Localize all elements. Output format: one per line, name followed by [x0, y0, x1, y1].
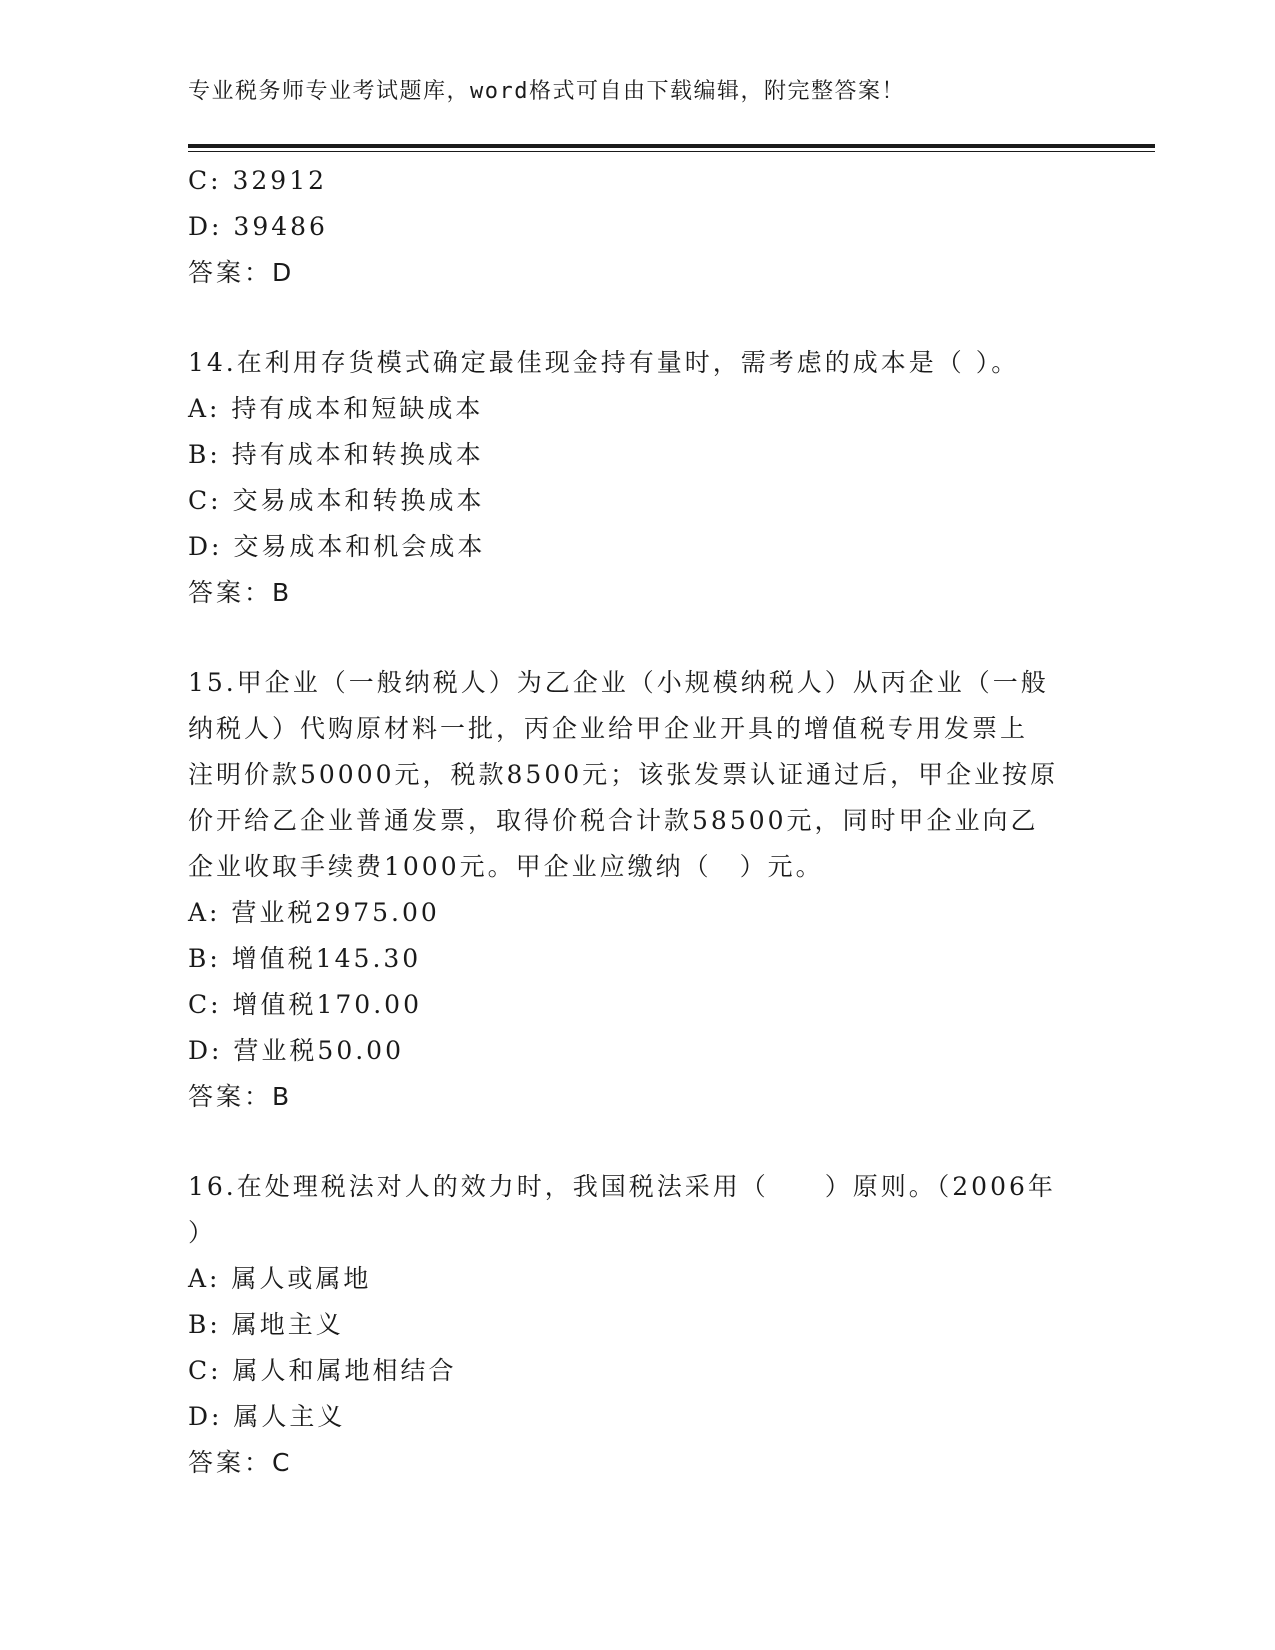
- question-13-continued: [188, 158, 1088, 296]
- option-a: A: 营业税2975.00: [188, 898, 440, 927]
- spacer: [188, 296, 1088, 340]
- question-stem: 14.在利用存货模式确定最佳现金持有量时，需考虑的成本是（ ）。: [188, 348, 1020, 377]
- spacer: [188, 1120, 1088, 1164]
- question-stem: [188, 660, 1088, 890]
- option-d: D: 39486: [188, 212, 328, 241]
- stem-line: ）: [188, 1218, 217, 1247]
- stem-line: 纳税人）代购原材料一批，丙企业给甲企业开具的增值税专用发票上: [188, 714, 1029, 743]
- stem-line: 企业收取手续费1000元。甲企业应缴纳（ ）元。: [188, 852, 824, 881]
- page-header: 专业税务师专业考试题库，word格式可自由下载编辑，附完整答案！: [188, 79, 905, 104]
- stem-line: 16.在处理税法对人的效力时，我国税法采用（ ）原则。（2006年: [188, 1172, 1056, 1201]
- option-c: C: 交易成本和转换成本: [188, 486, 485, 515]
- option-d: D: 交易成本和机会成本: [188, 532, 486, 561]
- spacer: [188, 616, 1088, 660]
- answer-line: 答案：B: [188, 578, 293, 607]
- answer-line: 答案：C: [188, 1448, 293, 1477]
- document-body: [188, 158, 1088, 1486]
- question-15: [188, 660, 1088, 1120]
- header-rule-thick: [188, 144, 1155, 148]
- question-16: [188, 1164, 1088, 1486]
- option-d: D: 属人主义: [188, 1402, 346, 1431]
- option-b: B: 增值税145.30: [188, 944, 422, 973]
- option-b: B: 持有成本和转换成本: [188, 440, 484, 469]
- header-rule-thin: [188, 151, 1155, 152]
- answer-line: 答案：B: [188, 1082, 293, 1111]
- option-a: A: 属人或属地: [188, 1264, 372, 1293]
- option-a: A: 持有成本和短缺成本: [188, 394, 484, 423]
- option-c: C: 增值税170.00: [188, 990, 422, 1019]
- option-c: C: 32912: [188, 166, 328, 195]
- answer-line: 答案：D: [188, 258, 295, 287]
- question-14: [188, 340, 1088, 616]
- stem-line: 15.甲企业（一般纳税人）为乙企业（小规模纳税人）从丙企业（一般: [188, 668, 1049, 697]
- option-b: B: 属地主义: [188, 1310, 344, 1339]
- stem-line: 价开给乙企业普通发票，取得价税合计款58500元，同时甲企业向乙: [188, 806, 1039, 835]
- question-stem: [188, 1164, 1088, 1256]
- stem-line: 注明价款50000元，税款8500元；该张发票认证通过后，甲企业按原: [188, 760, 1059, 789]
- option-d: D: 营业税50.00: [188, 1036, 404, 1065]
- option-c: C: 属人和属地相结合: [188, 1356, 457, 1385]
